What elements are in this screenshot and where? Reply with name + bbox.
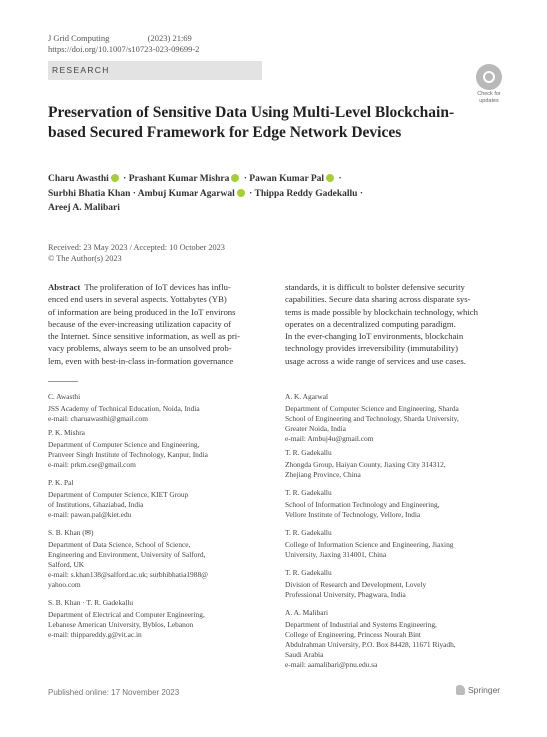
abstract-line: lem, even with best-in-class in-formation governance (48, 355, 234, 366)
abstract-right-column (285, 281, 499, 367)
author-name[interactable]: Charu Awasthi (48, 174, 109, 184)
doi-link[interactable]: https://doi.org/10.1007/s10723-023-09699-2 (48, 44, 200, 54)
affiliation-name: T. R. Gadekallu (285, 528, 332, 537)
affiliation-line: Zhejiang Province, China (285, 470, 361, 479)
affiliation-line: JSS Academy of Technical Education, Noida, India (48, 404, 200, 413)
affiliation-line: Vellore Institute of Technology, Vellore, India (285, 510, 421, 519)
abstract-line: the Internet. Since sensitive information, as well as pri- (48, 331, 241, 342)
running-header (48, 33, 192, 43)
affiliation-block (48, 528, 278, 590)
abstract-line: capabilities. Secure data sharing across disparate sys- (285, 294, 471, 305)
affiliation-block (48, 392, 278, 424)
affiliation-block (285, 448, 515, 480)
affiliation-line: Salford, UK (48, 560, 85, 569)
orcid-icon[interactable] (237, 189, 245, 197)
abstract-line: because of the ever-increasing utilization capacity of (48, 318, 232, 329)
affiliation-line: Lebanese American University, Byblos, Lebanon (48, 620, 194, 629)
affiliation-name: P. K. Pal (48, 478, 74, 487)
author-name[interactable]: Pawan Kumar Pal (249, 174, 325, 184)
abstract-line: of information are being produced in the IoT environs (48, 306, 236, 317)
abstract-line: The proliferation of IoT devices has influ- (84, 282, 231, 292)
orcid-icon[interactable] (231, 174, 239, 182)
affiliation-line: of Institutions, Ghaziabad, India (48, 500, 144, 509)
affiliation-block (285, 568, 515, 600)
affiliation-email[interactable]: yahoo.com (48, 580, 81, 589)
affiliation-name: C. Awasthi (48, 392, 81, 401)
author-name[interactable]: Areej A. Malibari (48, 203, 120, 213)
publication-dates (48, 242, 225, 264)
affiliation-line: School of Information Technology and Engineering, (285, 500, 440, 509)
affiliation-email[interactable]: e-mail: Ambuj4u@gmail.com (285, 434, 374, 443)
check-updates-line2: updates (479, 98, 499, 104)
affiliation-email[interactable]: e-mail: aamalibari@pnu.edu.sa (285, 660, 378, 669)
abstract-line: operates on a decentralized computing paradigm. (285, 318, 456, 329)
affiliation-name: S. B. Khan (✉) (48, 528, 94, 537)
affiliation-line: Division of Research and Development, Lovely (285, 580, 427, 589)
affiliation-line: Department of Data Science, School of Science, (48, 540, 191, 549)
affiliation-line: Abdulrahman University, P.O. Box 84428, 11671 Riyadh, (285, 640, 456, 649)
abstract-line: usage across a wide range of services and use cases. (285, 355, 466, 366)
affiliation-divider (48, 381, 78, 382)
affiliation-email[interactable]: e-mail: prkm.cse@gmail.com (48, 460, 136, 469)
affiliation-name: S. B. Khan · T. R. Gadekallu (48, 598, 134, 607)
paper-title: Preservation of Sensitive Data Using Multi-Level Blockchain-based Secured Framework for Edge Network Devices (48, 104, 455, 141)
affiliation-line: Department of Computer Science, KIET Group (48, 490, 189, 499)
affiliation-name: T. R. Gadekallu (285, 448, 332, 457)
affiliation-line: College of Information Science and Engineering, Jiaxing (285, 540, 454, 549)
affiliation-name: T. R. Gadekallu (285, 488, 332, 497)
affiliation-line: Professional University, Phagwara, India (285, 590, 406, 599)
abstract-left-column (48, 281, 292, 367)
springer-horse-icon (456, 685, 465, 695)
check-updates-icon (476, 64, 502, 90)
affiliation-email[interactable]: e-mail: s.khan138@salford.ac.uk; surbhibhatia1988@ (48, 570, 208, 579)
author-name[interactable]: Ambuj Kumar Agarwal (137, 188, 235, 199)
abstract-label: Abstract (48, 282, 81, 292)
abstract-line: enced end users in several aspects. Yottabytes (YB) (48, 294, 227, 305)
affiliation-line: Greater Noida, India (285, 424, 346, 433)
abstract-line: In the ever-changing IoT environments, blockchain (285, 331, 464, 342)
affiliation-block (48, 598, 278, 640)
affiliation-line: School of Engineering and Technology, Sharda University, (285, 414, 459, 423)
check-for-updates-badge[interactable] (467, 64, 511, 104)
received-accepted: Received: 23 May 2023 / Accepted: 10 October 2023 (48, 243, 225, 252)
affiliation-line: Pranveer Singh Institute of Technology, Kanpur, India (48, 450, 208, 459)
abstract-line: technology provides irreversibility (immutability) (285, 343, 458, 354)
publisher-name: Springer (468, 685, 501, 695)
affiliation-email[interactable]: e-mail: thippareddy.g@vit.ac.in (48, 630, 142, 639)
affiliation-name: T. R. Gadekallu (285, 568, 332, 577)
affiliation-email[interactable]: e-mail: charuawasthi@gmail.com (48, 414, 148, 423)
orcid-icon[interactable] (326, 174, 334, 182)
abstract-line: standards, it is difficult to bolster defensive security (285, 282, 465, 292)
copyright-notice: © The Author(s) 2023 (48, 254, 122, 263)
author-list: Charu Awasthi · Prashant Kumar Mishra · Pawan Kumar Pal · Surbhi Bhatia Khan · Ambuj Kumar Agarwal · Thippa Reddy Gadekallu · Areej A. Malibari (48, 174, 363, 213)
publisher-logo (456, 685, 500, 695)
issue-info: (2023) 21:69 (147, 33, 192, 43)
check-updates-line1: Check for (477, 91, 501, 97)
journal-name: J Grid Computing (48, 33, 110, 43)
section-label: RESEARCH (48, 61, 262, 80)
affiliation-line: Department of Industrial and Systems Engineering, (285, 620, 437, 629)
author-name[interactable]: Prashant Kumar Mishra (128, 174, 230, 184)
affiliation-block (48, 428, 278, 470)
affiliation-block (285, 608, 515, 670)
affiliation-line: Department of Computer Science and Engineering, (48, 440, 200, 449)
affiliation-line: Saudi Arabia (285, 650, 324, 659)
affiliation-line: Department of Computer Science and Engineering, Sharda (285, 404, 459, 413)
affiliation-line: Zhongda Group, Haiyan County, Jiaxing City 314312, (285, 460, 446, 469)
affiliation-name: A. A. Malibari (285, 608, 329, 617)
affiliation-name: P. K. Mishra (48, 428, 85, 437)
affiliation-line: College of Engineering, Princess Nourah Bint (285, 630, 421, 639)
affiliation-line: Department of Electrical and Computer Engineering, (48, 610, 205, 619)
published-online: Published online: 17 November 2023 (48, 688, 180, 697)
orcid-icon[interactable] (111, 174, 119, 182)
affiliation-name: A. K. Agarwal (285, 392, 329, 401)
author-name[interactable]: Surbhi Bhatia Khan (48, 188, 131, 199)
abstract-line: tems is made possible by blockchain technology, which (285, 306, 478, 317)
affiliation-email[interactable]: e-mail: pawan.pal@kiet.edu (48, 510, 132, 519)
affiliation-block (285, 488, 515, 520)
abstract-line: vacy problems, always seem to be an unsolved prob- (48, 343, 232, 354)
affiliation-line: Engineering and Environment, University of Salford, (48, 550, 206, 559)
author-name[interactable]: Thippa Reddy Gadekallu (254, 188, 358, 199)
affiliation-block (285, 392, 515, 444)
affiliation-block (48, 478, 278, 520)
affiliation-line: University, Jiaxing 314001, China (285, 550, 387, 559)
affiliation-block (285, 528, 515, 560)
